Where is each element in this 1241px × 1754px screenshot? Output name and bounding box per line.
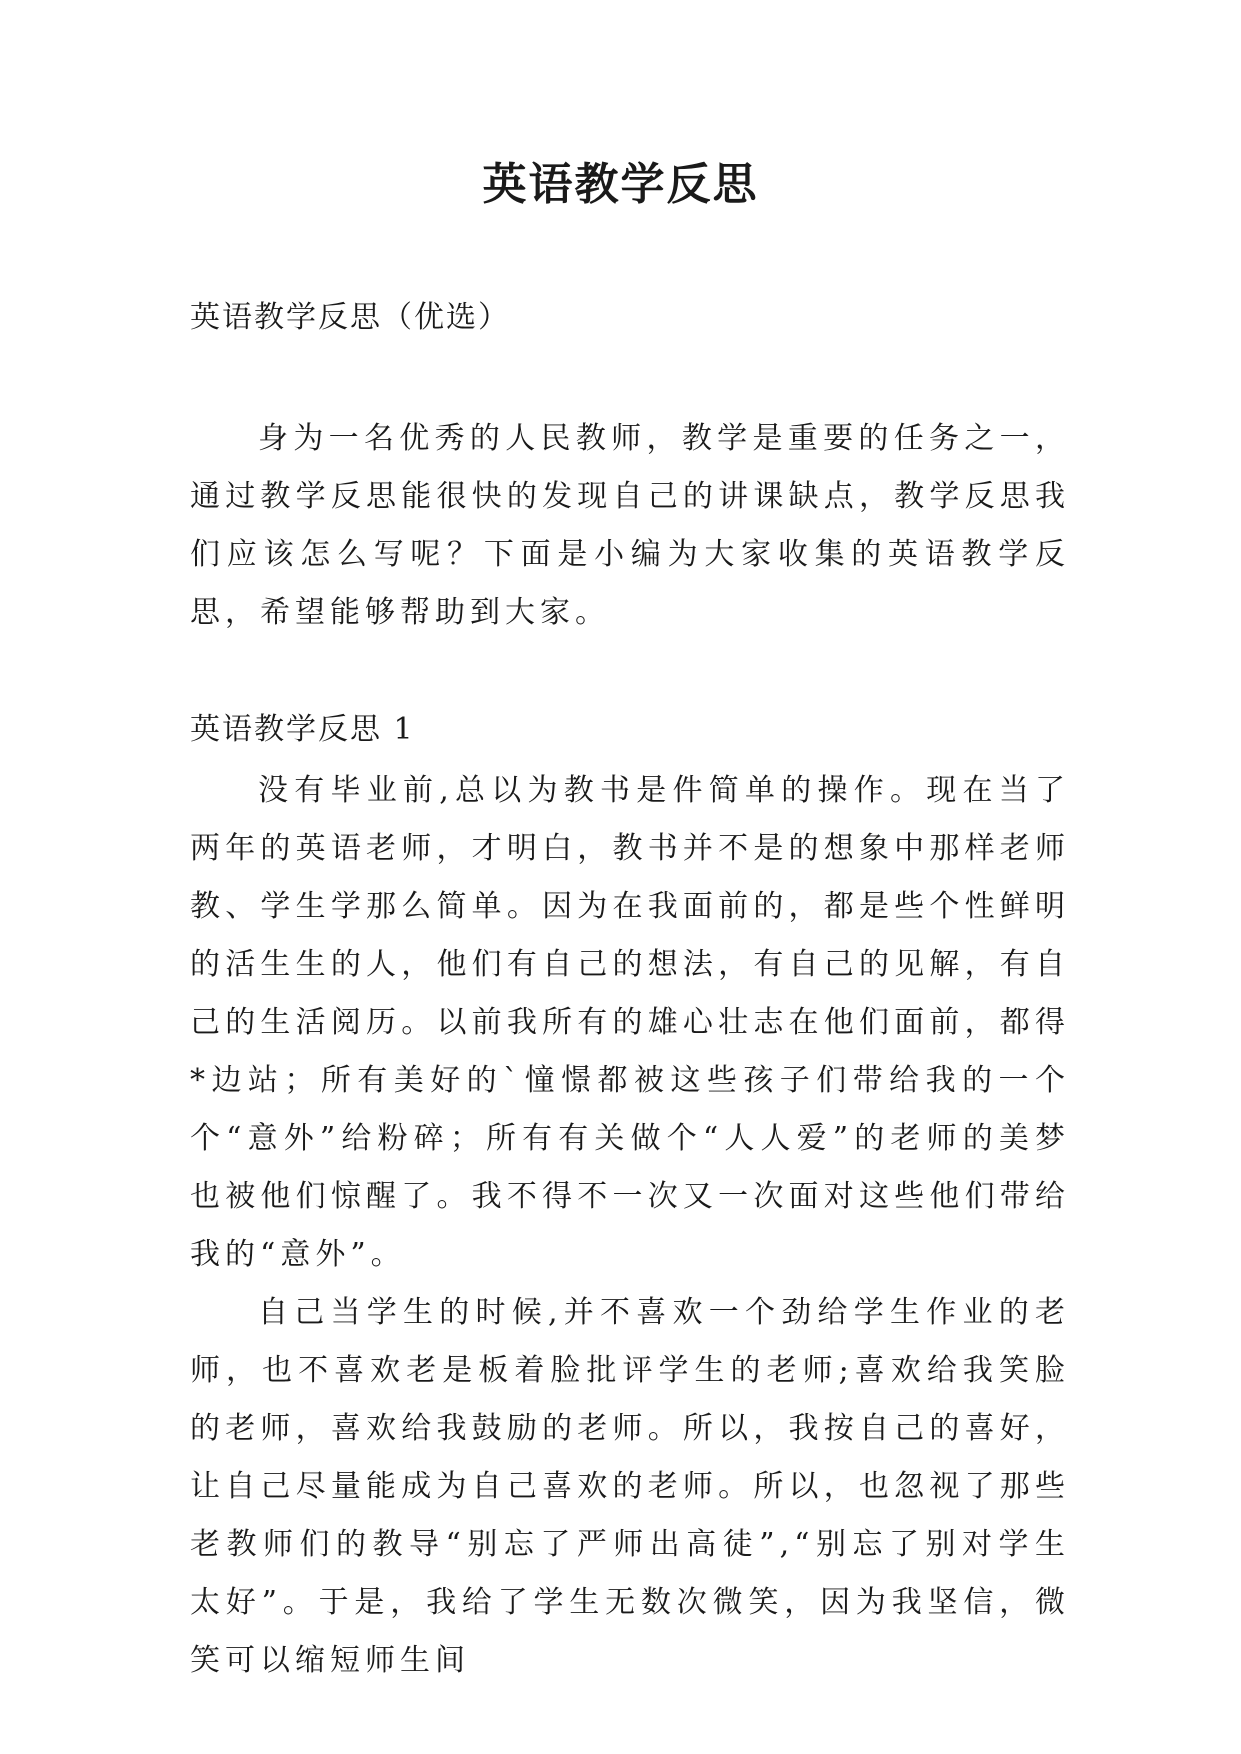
section-body (190, 762, 1070, 1690)
document-subtitle: 英语教学反思（优选） (190, 300, 510, 335)
body-paragraph: 自己当学生的时候,并不喜欢一个劲给学生作业的老师，也不喜欢老是板着脸批评学生的老师;喜欢给我笑脸的老师，喜欢给我鼓励的老师。所以，我按自己的喜好，让自己尽量能成为自己喜欢的老师。所以，也忽视了那些老教师们的教导“别忘了严师出高徒”,“别忘了别对学生太好”。于是，我给了学生无数次微笑，因为我坚信，微笑可以缩短师生间 (190, 1295, 1070, 1678)
intro-paragraph: 身为一名优秀的人民教师，教学是重要的任务之一，通过教学反思能很快的发现自己的讲课缺点，教学反思我们应该怎么写呢？下面是小编为大家收集的英语教学反思，希望能够帮助到大家。 (190, 421, 1070, 630)
section-heading: 英语教学反思 1 (190, 712, 415, 747)
document-title: 英语教学反思 (482, 159, 759, 210)
body-paragraph: 没有毕业前,总以为教书是件简单的操作。现在当了两年的英语老师，才明白，教书并不是的想象中那样老师教、学生学那么简单。因为在我面前的，都是些个性鲜明的活生生的人，他们有自己的想法，有自己的见解，有自己的生活阅历。以前我所有的雄心壮志在他们面前，都得*边站；所有美好的`憧憬都被这些孩子们带给我的一个个“意外”给粉碎；所有有关做个“人人爱”的老师的美梦也被他们惊醒了。我不得不一次又一次面对这些他们带给我的“意外”。 (190, 773, 1070, 1272)
